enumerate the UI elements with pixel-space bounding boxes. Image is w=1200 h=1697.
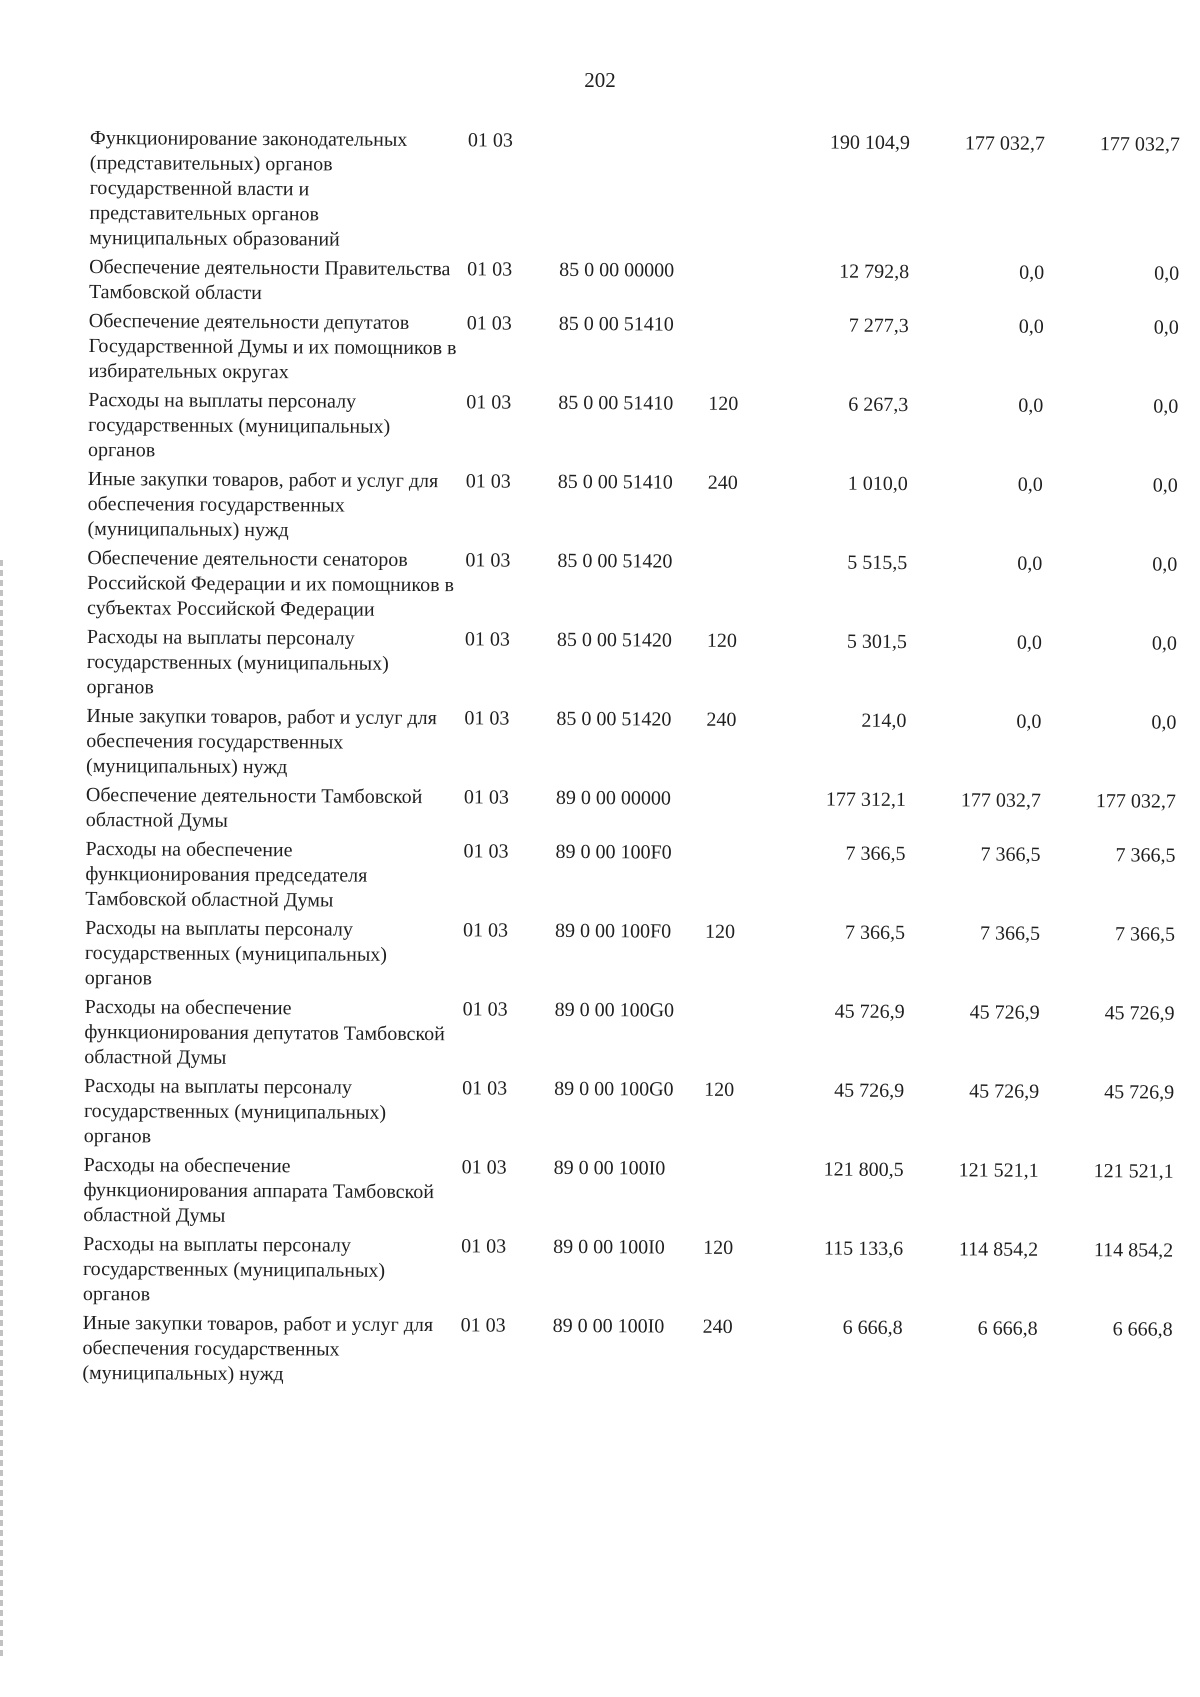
row-amount-year-3: 7 366,5 bbox=[1115, 844, 1176, 867]
row-section: 01 03 bbox=[466, 391, 512, 414]
row-expense-type: 240 bbox=[707, 471, 738, 494]
row-amount-year-1: 115 133,6 bbox=[823, 1237, 904, 1260]
row-target-code: 89 0 00 100G0 bbox=[554, 998, 675, 1022]
row-target-code: 89 0 00 100I0 bbox=[552, 1314, 665, 1338]
row-section: 01 03 bbox=[465, 470, 511, 493]
budget-table bbox=[82, 126, 1180, 1397]
row-amount-year-2: 0,0 bbox=[1017, 473, 1043, 496]
row-expense-type: 120 bbox=[708, 392, 739, 415]
row-expense-type: 120 bbox=[703, 1236, 734, 1259]
row-name: Расходы на обеспечение функционирования депутатов Тамбовской областной Думы bbox=[84, 995, 445, 1069]
row-expense-type bbox=[705, 841, 765, 920]
row-target-code: 85 0 00 51420 bbox=[556, 707, 672, 731]
row-amount-year-3: 0,0 bbox=[1154, 262, 1180, 285]
row-amount-year-3: 121 521,1 bbox=[1093, 1160, 1174, 1183]
row-target-code: 85 0 00 51420 bbox=[556, 628, 672, 652]
row-amount-year-1: 177 312,1 bbox=[825, 788, 906, 811]
row-amount-year-1: 121 800,5 bbox=[823, 1158, 904, 1181]
row-target-code: 89 0 00 100G0 bbox=[554, 1077, 674, 1101]
table-row bbox=[89, 255, 1179, 316]
row-name: Расходы на выплаты персоналу государственных (муниципальных) органов bbox=[84, 916, 388, 990]
row-name: Расходы на выплаты персоналу государственных (муниципальных) органов bbox=[83, 1074, 387, 1148]
row-section: 01 03 bbox=[461, 1156, 507, 1179]
row-amount-year-3: 45 726,9 bbox=[1104, 1081, 1175, 1104]
table-row bbox=[88, 388, 1178, 474]
row-expense-type: 120 bbox=[705, 920, 736, 943]
row-name: Иные закупки товаров, работ и услуг для обеспечения государственных (муниципальных) нужд bbox=[86, 704, 437, 779]
row-expense-type bbox=[704, 999, 764, 1078]
row-name: Обеспечение деятельности Правительства Тамбовской области bbox=[88, 255, 451, 305]
row-target-code: 89 0 00 100F0 bbox=[555, 919, 672, 943]
row-amount-year-3: 0,0 bbox=[1153, 395, 1179, 418]
row-amount-year-3: 0,0 bbox=[1152, 474, 1178, 497]
row-amount-year-2: 0,0 bbox=[1018, 394, 1044, 417]
row-amount-year-1: 5 515,5 bbox=[847, 551, 908, 575]
row-section: 01 03 bbox=[467, 258, 513, 281]
row-amount-year-2: 177 032,7 bbox=[964, 132, 1045, 155]
row-name: Расходы на выплаты персоналу государственных (муниципальных) органов bbox=[86, 625, 389, 699]
row-target-code bbox=[559, 129, 710, 259]
table-row bbox=[83, 1153, 1173, 1239]
row-amount-year-2: 45 726,9 bbox=[969, 1001, 1040, 1024]
row-expense-type: 120 bbox=[706, 629, 737, 652]
row-name: Расходы на обеспечение функционирования аппарата Тамбовской областной Думы bbox=[83, 1153, 435, 1227]
row-name: Расходы на выплаты персоналу государственных (муниципальных) органов bbox=[87, 388, 391, 462]
row-amount-year-2: 0,0 bbox=[1019, 261, 1045, 284]
row-target-code: 89 0 00 100I0 bbox=[553, 1235, 665, 1259]
row-amount-year-1: 45 726,9 bbox=[834, 1079, 905, 1102]
row-name: Иные закупки товаров, работ и услуг для обеспечения государственных (муниципальных) нужд bbox=[82, 1311, 434, 1386]
row-amount-year-3: 6 666,8 bbox=[1112, 1318, 1173, 1341]
row-target-code: 89 0 00 00000 bbox=[555, 786, 671, 810]
row-section: 01 03 bbox=[463, 919, 509, 942]
row-expense-type: 240 bbox=[706, 708, 737, 731]
table-row bbox=[86, 625, 1176, 711]
row-target-code: 85 0 00 51410 bbox=[557, 470, 673, 494]
row-target-code: 89 0 00 100F0 bbox=[555, 840, 672, 864]
row-name: Иные закупки товаров, работ и услуг для обеспечения государственных (муниципальных) нужд bbox=[87, 467, 439, 542]
row-amount-year-2: 121 521,1 bbox=[958, 1159, 1039, 1182]
row-expense-type bbox=[703, 1157, 763, 1236]
row-amount-year-1: 7 366,5 bbox=[845, 842, 906, 865]
page-number: 202 bbox=[584, 68, 616, 92]
row-name: Обеспечение деятельности Тамбовской областной Думы bbox=[85, 783, 423, 832]
row-amount-year-2: 0,0 bbox=[1016, 710, 1042, 733]
row-name: Обеспечение деятельности депутатов Государственной Думы и их помощников в избирательных округах bbox=[88, 309, 457, 384]
row-section: 01 03 bbox=[467, 129, 513, 152]
row-expense-type bbox=[708, 313, 768, 392]
row-section: 01 03 bbox=[461, 1235, 507, 1258]
row-amount-year-3: 0,0 bbox=[1153, 316, 1179, 339]
row-target-code: 85 0 00 51420 bbox=[557, 549, 673, 573]
row-section: 01 03 bbox=[462, 998, 508, 1021]
row-amount-year-2: 0,0 bbox=[1016, 631, 1042, 654]
row-section: 01 03 bbox=[460, 1314, 506, 1337]
row-amount-year-2: 0,0 bbox=[1018, 315, 1044, 338]
table-row bbox=[86, 704, 1176, 790]
row-section: 01 03 bbox=[464, 707, 510, 730]
row-amount-year-1: 190 104,9 bbox=[829, 131, 910, 155]
row-section: 01 03 bbox=[463, 840, 509, 863]
row-amount-year-1: 6 267,3 bbox=[848, 393, 909, 417]
row-section: 01 03 bbox=[466, 312, 512, 335]
row-expense-type: 240 bbox=[702, 1315, 733, 1338]
table-row bbox=[87, 467, 1177, 553]
budget-table-body bbox=[82, 126, 1180, 1397]
table-row bbox=[89, 126, 1180, 262]
row-expense-type bbox=[709, 259, 769, 313]
row-amount-year-1: 12 792,8 bbox=[839, 260, 910, 284]
row-amount-year-2: 0,0 bbox=[1017, 552, 1043, 575]
row-expense-type bbox=[706, 787, 766, 841]
row-amount-year-3: 177 032,7 bbox=[1099, 133, 1180, 156]
row-amount-year-2: 45 726,9 bbox=[969, 1080, 1040, 1103]
table-row bbox=[84, 995, 1174, 1081]
row-expense-type bbox=[709, 130, 770, 259]
row-section: 01 03 bbox=[462, 1077, 508, 1100]
row-amount-year-2: 177 032,7 bbox=[960, 789, 1041, 812]
row-amount-year-2: 6 666,8 bbox=[977, 1317, 1038, 1340]
row-target-code: 85 0 00 00000 bbox=[559, 258, 675, 282]
table-row bbox=[85, 837, 1175, 923]
row-expense-type bbox=[707, 550, 767, 629]
row-amount-year-1: 7 277,3 bbox=[848, 314, 909, 338]
table-row bbox=[83, 1232, 1173, 1318]
row-amount-year-3: 0,0 bbox=[1152, 553, 1178, 576]
row-section: 01 03 bbox=[463, 786, 509, 809]
row-name: Обеспечение деятельности сенаторов Российской Федерации и их помощников в субъектах Российской Федерации bbox=[86, 546, 455, 621]
table-row bbox=[84, 1074, 1174, 1160]
row-amount-year-2: 114 854,2 bbox=[958, 1238, 1039, 1261]
row-expense-type: 120 bbox=[704, 1078, 735, 1101]
table-row bbox=[85, 916, 1175, 1002]
row-section: 01 03 bbox=[464, 628, 510, 651]
row-amount-year-3: 114 854,2 bbox=[1093, 1239, 1174, 1262]
row-amount-year-2: 7 366,5 bbox=[980, 922, 1041, 945]
row-amount-year-3: 0,0 bbox=[1151, 711, 1177, 734]
row-amount-year-1: 6 666,8 bbox=[842, 1316, 903, 1339]
table-row bbox=[82, 1311, 1172, 1397]
row-name: Расходы на обеспечение функционирования председателя Тамбовской областной Думы bbox=[85, 837, 368, 912]
row-amount-year-1: 214,0 bbox=[861, 709, 907, 732]
row-amount-year-3: 45 726,9 bbox=[1104, 1002, 1175, 1025]
row-name: Расходы на выплаты персоналу государственных (муниципальных) органов bbox=[82, 1232, 386, 1306]
row-amount-year-1: 1 010,0 bbox=[847, 472, 908, 496]
row-amount-year-1: 7 366,5 bbox=[845, 921, 906, 944]
row-target-code: 89 0 00 100I0 bbox=[553, 1156, 666, 1180]
row-amount-year-2: 7 366,5 bbox=[980, 843, 1041, 866]
row-section: 01 03 bbox=[465, 549, 511, 572]
row-amount-year-1: 45 726,9 bbox=[834, 1000, 905, 1023]
row-amount-year-3: 0,0 bbox=[1151, 632, 1177, 655]
scan-edge-artifact bbox=[0, 560, 3, 1660]
row-target-code: 85 0 00 51410 bbox=[558, 312, 674, 336]
row-amount-year-3: 177 032,7 bbox=[1095, 790, 1176, 813]
row-amount-year-3: 7 366,5 bbox=[1115, 923, 1176, 946]
table-row bbox=[86, 783, 1176, 844]
row-amount-year-1: 5 301,5 bbox=[846, 630, 907, 653]
table-row bbox=[88, 309, 1178, 395]
table-row bbox=[87, 546, 1177, 632]
row-target-code: 85 0 00 51410 bbox=[558, 391, 674, 415]
row-name: Функционирование законодательных (представительных) органов государственной власти и представительных органов муниципальных образований bbox=[89, 126, 408, 251]
